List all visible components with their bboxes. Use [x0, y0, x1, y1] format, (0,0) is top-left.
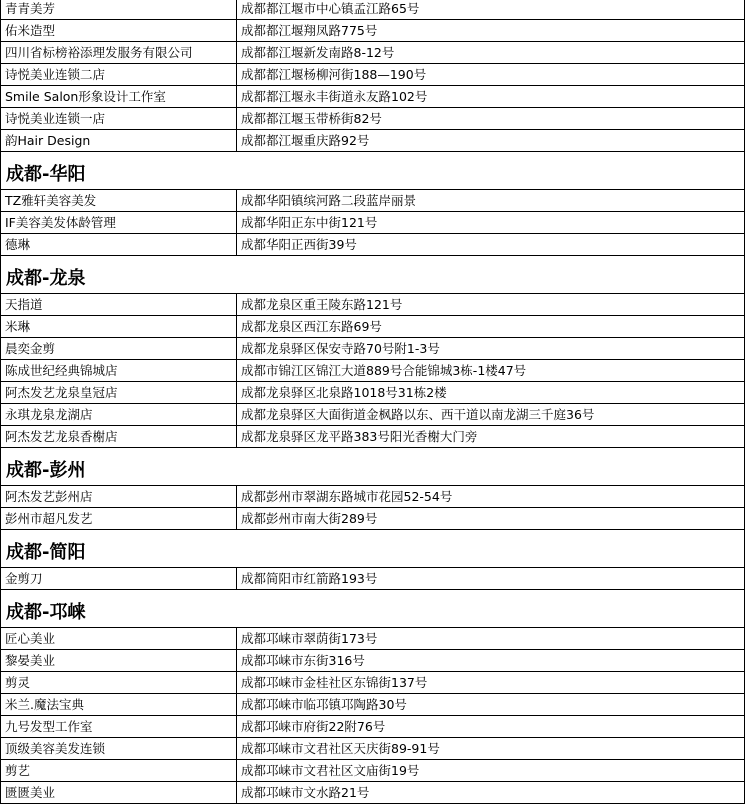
- salon-name-cell: 佑米造型: [1, 20, 237, 42]
- table-row: [1, 404, 745, 426]
- address-cell: 成都邛崃市文君社区天庆街89-91号: [237, 738, 745, 760]
- salon-name-cell: 剪灵: [1, 672, 237, 694]
- table-row: [1, 212, 745, 234]
- salon-name-cell: 米琳: [1, 316, 237, 338]
- salon-name-cell: 阿杰发艺龙泉皇冠店: [1, 382, 237, 404]
- table-body: [1, 0, 745, 804]
- address-cell: 成都都江堰新发南路8-12号: [237, 42, 745, 64]
- address-cell: 成都龙泉驿区大面街道金枫路以东、西干道以南龙湖三千庭36号: [237, 404, 745, 426]
- table-row: [1, 108, 745, 130]
- section-title: 成都-华阳: [1, 152, 745, 190]
- address-cell: 成都都江堰市中心镇孟江路65号: [237, 0, 745, 20]
- salon-name-cell: 阿杰发艺彭州店: [1, 486, 237, 508]
- address-cell: 成都都江堰永丰街道永友路102号: [237, 86, 745, 108]
- salon-name-cell: 匮匮美业: [1, 782, 237, 804]
- table-row: [1, 42, 745, 64]
- table-row: [1, 508, 745, 530]
- table-row: [1, 716, 745, 738]
- salon-name-cell: 德琳: [1, 234, 237, 256]
- table-row: [1, 190, 745, 212]
- table-row: [1, 294, 745, 316]
- section-header-row: [1, 448, 745, 486]
- address-cell: 成都简阳市红箭路193号: [237, 568, 745, 590]
- table-row: [1, 0, 745, 20]
- table-row: [1, 130, 745, 152]
- address-cell: 成都邛崃市文君社区文庙街19号: [237, 760, 745, 782]
- table-row: [1, 382, 745, 404]
- table-row: [1, 568, 745, 590]
- table-row: [1, 650, 745, 672]
- address-cell: 成都华阳正东中街121号: [237, 212, 745, 234]
- table-row: [1, 234, 745, 256]
- salon-name-cell: 九号发型工作室: [1, 716, 237, 738]
- address-cell: 成都龙泉驿区龙平路383号阳光香榭大门旁: [237, 426, 745, 448]
- address-cell: 成都都江堰杨柳河街188—190号: [237, 64, 745, 86]
- address-cell: 成都邛崃市金桂社区东锦街137号: [237, 672, 745, 694]
- address-cell: 成都邛崃市翠荫街173号: [237, 628, 745, 650]
- table-row: [1, 760, 745, 782]
- address-cell: 成都都江堰玉带桥街82号: [237, 108, 745, 130]
- salon-name-cell: 晨奕金剪: [1, 338, 237, 360]
- salon-name-cell: 剪艺: [1, 760, 237, 782]
- section-title: 成都-龙泉: [1, 256, 745, 294]
- address-cell: 成都都江堰重庆路92号: [237, 130, 745, 152]
- salon-name-cell: 天指道: [1, 294, 237, 316]
- address-cell: 成都邛崃市东街316号: [237, 650, 745, 672]
- salon-name-cell: 永琪龙泉龙湖店: [1, 404, 237, 426]
- table-row: [1, 672, 745, 694]
- section-header-row: [1, 152, 745, 190]
- table-row: [1, 338, 745, 360]
- address-cell: 成都彭州市南大街289号: [237, 508, 745, 530]
- salon-name-cell: Smile Salon形象设计工作室: [1, 86, 237, 108]
- address-cell: 成都邛崃市府街22附76号: [237, 716, 745, 738]
- salon-name-cell: TZ雅轩美容美发: [1, 190, 237, 212]
- salon-name-cell: IF美容美发体龄管理: [1, 212, 237, 234]
- table-row: [1, 738, 745, 760]
- salon-name-cell: 四川省标榜裕添理发服务有限公司: [1, 42, 237, 64]
- address-cell: 成都龙泉驿区北泉路1018号31栋2楼: [237, 382, 745, 404]
- address-cell: 成都市锦江区锦江大道889号合能锦城3栋-1楼47号: [237, 360, 745, 382]
- salon-name-cell: 金剪刀: [1, 568, 237, 590]
- table-row: [1, 360, 745, 382]
- salon-name-cell: 阿杰发艺龙泉香榭店: [1, 426, 237, 448]
- salon-name-cell: 诗悦美业连锁一店: [1, 108, 237, 130]
- address-cell: 成都龙泉区西江东路69号: [237, 316, 745, 338]
- section-header-row: [1, 530, 745, 568]
- address-cell: 成都都江堰翔凤路775号: [237, 20, 745, 42]
- salon-name-cell: 诗悦美业连锁二店: [1, 64, 237, 86]
- section-title: 成都-彭州: [1, 448, 745, 486]
- salon-name-cell: 陈成世纪经典锦城店: [1, 360, 237, 382]
- address-cell: 成都彭州市翠湖东路城市花园52-54号: [237, 486, 745, 508]
- address-cell: 成都龙泉区重王陵东路121号: [237, 294, 745, 316]
- salon-name-cell: 黎晏美业: [1, 650, 237, 672]
- salon-name-cell: 彭州市超凡发艺: [1, 508, 237, 530]
- section-title: 成都-简阳: [1, 530, 745, 568]
- table-row: [1, 86, 745, 108]
- table-row: [1, 426, 745, 448]
- salon-name-cell: 韵Hair Design: [1, 130, 237, 152]
- address-cell: 成都邛崃市文水路21号: [237, 782, 745, 804]
- address-cell: 成都邛崃市临邛镇邛陶路30号: [237, 694, 745, 716]
- table-row: [1, 64, 745, 86]
- salon-name-cell: 顶级美容美发连锁: [1, 738, 237, 760]
- table-row: [1, 20, 745, 42]
- salon-name-cell: 青青美芳: [1, 0, 237, 20]
- table-row: [1, 782, 745, 804]
- table-row: [1, 316, 745, 338]
- section-header-row: [1, 256, 745, 294]
- section-title: 成都-邛崃: [1, 590, 745, 628]
- section-header-row: [1, 590, 745, 628]
- address-cell: 成都华阳正西街39号: [237, 234, 745, 256]
- table-row: [1, 694, 745, 716]
- address-cell: 成都龙泉驿区保安寺路70号附1-3号: [237, 338, 745, 360]
- table-row: [1, 628, 745, 650]
- address-cell: 成都华阳镇缤河路二段蓝岸丽景: [237, 190, 745, 212]
- table-row: [1, 486, 745, 508]
- salon-name-cell: 米兰.魔法宝典: [1, 694, 237, 716]
- salon-name-cell: 匠心美业: [1, 628, 237, 650]
